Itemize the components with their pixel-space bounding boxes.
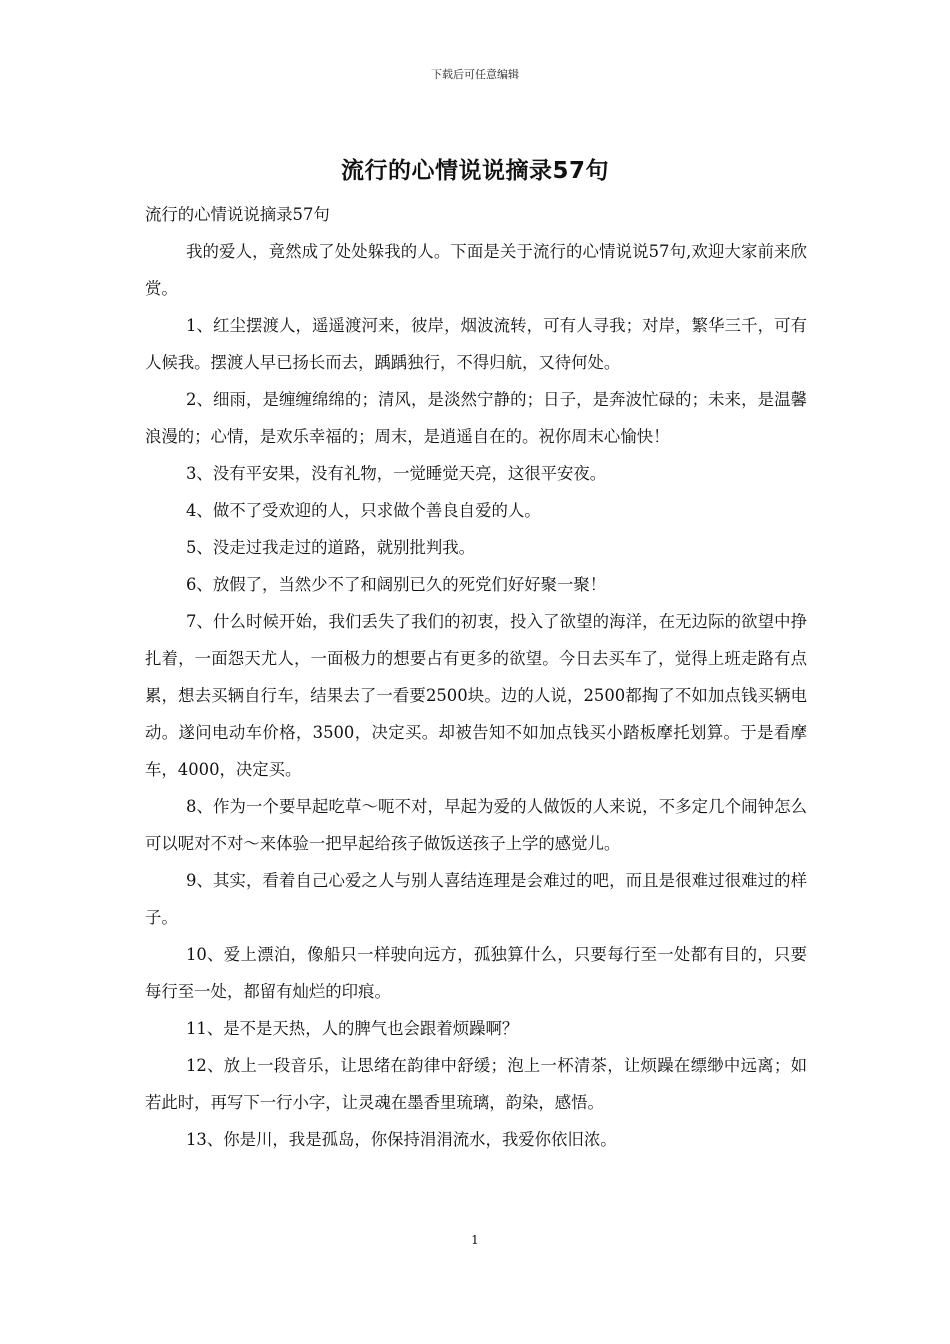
document-title: 流行的心情说说摘录57句 [340,158,609,184]
page-header-note: 下载后可任意编辑 [431,68,519,81]
list-item: 8、作为一个要早起吃草～呃不对，早起为爱的人做饭的人来说，不多定几个闹钟怎么可以呢对不对～来体验一把早起给孩子做饭送孩子上学的感觉儿。 [145,797,807,853]
list-item: 4、做不了受欢迎的人，只求做个善良自爱的人。 [186,501,541,520]
list-item: 3、没有平安果，没有礼物，一觉睡觉天亮，这很平安夜。 [186,464,607,483]
list-item: 5、没走过我走过的道路，就别批判我。 [186,538,476,557]
document-body [145,196,807,1158]
list-item: 11、是不是天热，人的脾气也会跟着烦躁啊？ [186,1019,519,1038]
list-item: 12、放上一段音乐，让思绪在韵律中舒缓；泡上一杯清茶，让烦躁在缥缈中远离；如若此时，再写下一行小字，让灵魂在墨香里琉璃，韵染，感悟。 [145,1056,807,1112]
list-item: 6、放假了，当然少不了和阔别已久的死党们好好聚一聚！ [186,575,607,594]
intro-paragraph: 我的爱人，竟然成了处处躲我的人。下面是关于流行的心情说说57句,欢迎大家前来欣赏。 [145,242,807,298]
list-item: 7、什么时候开始，我们丢失了我们的初衷，投入了欲望的海洋，在无边际的欲望中挣扎着，一面怨天尤人，一面极力的想要占有更多的欲望。今日去买车了，觉得上班走路有点累，想去买辆自行车，结果去了一看要2500块。边的人说，2500都掏了不如加点钱买辆电动。遂问电动车价格，3500，决定买。却被告知不如加点钱买小踏板摩托划算。于是看摩车，4000，决定买。 [145,612,807,779]
list-item: 13、你是川，我是孤岛，你保持涓涓流水，我爱你依旧浓。 [186,1130,617,1149]
list-item: 9、其实，看着自己心爱之人与别人喜结连理是会难过的吧，而且是很难过很难过的样子。 [145,871,807,927]
list-item: 10、爱上漂泊，像船只一样驶向远方，孤独算什么，只要每行至一处都有目的，只要每行至一处，都留有灿烂的印痕。 [145,945,807,1001]
subtitle-line: 流行的心情说说摘录57句 [145,205,330,224]
list-item: 2、细雨，是缠缠绵绵的；清风，是淡然宁静的；日子，是奔波忙碌的；未来，是温馨浪漫的；心情，是欢乐幸福的；周末，是逍遥自在的。祝你周末心愉快！ [145,390,807,446]
page-number: 1 [471,1233,479,1247]
list-item: 1、红尘摆渡人，遥遥渡河来，彼岸，烟波流转，可有人寻我；对岸，繁华三千，可有人候我。摆渡人早已扬长而去，踽踽独行，不得归航，又待何处。 [145,316,807,372]
